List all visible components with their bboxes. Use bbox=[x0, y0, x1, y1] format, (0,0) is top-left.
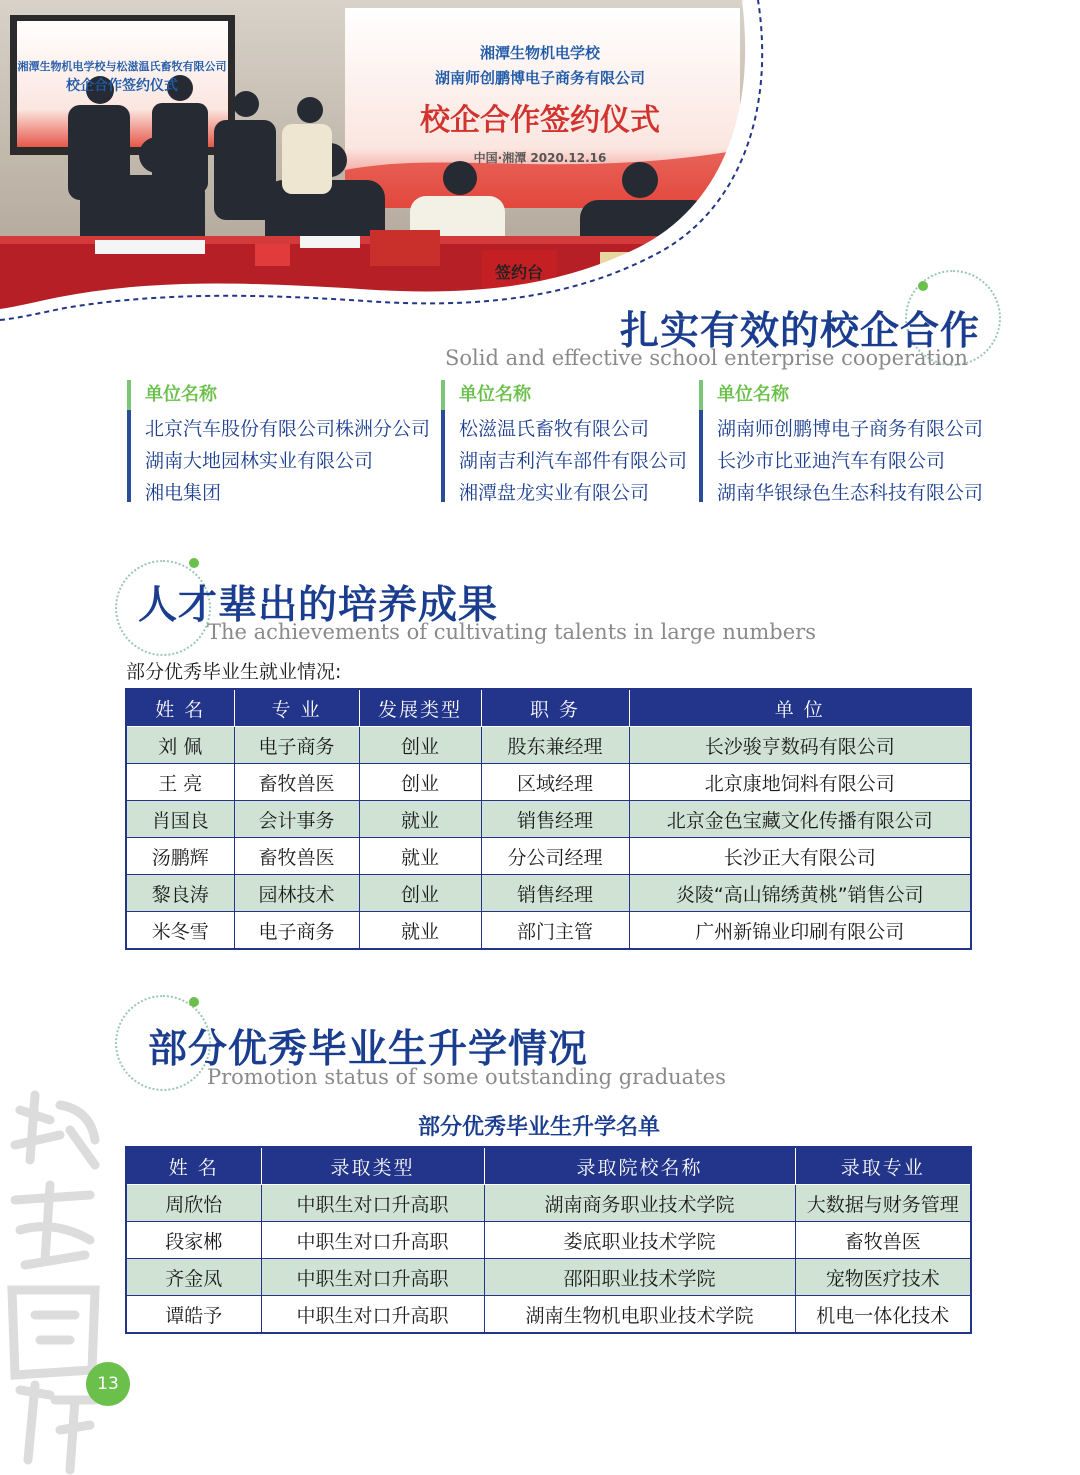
table-row bbox=[126, 838, 971, 875]
table-cell: 汤鹏辉 bbox=[126, 838, 234, 875]
header-cell: 发展类型 bbox=[359, 689, 481, 727]
table-row bbox=[126, 764, 971, 801]
company-name: 湖南华银绿色生态科技有限公司 bbox=[717, 482, 984, 504]
table-cell: 电子商务 bbox=[234, 912, 359, 950]
green-dot-decoration bbox=[918, 281, 928, 291]
table-cell: 畜牧兽医 bbox=[795, 1222, 971, 1259]
section2-title: 人才辈出的培养成果 bbox=[138, 583, 499, 628]
employment-caption: 部分优秀毕业生就业情况: bbox=[126, 661, 342, 683]
table-cell: 就业 bbox=[359, 912, 481, 950]
table-cell: 湖南商务职业技术学院 bbox=[484, 1185, 795, 1222]
header-cell: 录取院校名称 bbox=[484, 1147, 795, 1185]
table-cell: 园林技术 bbox=[234, 875, 359, 912]
right-screen-line1: 湘潭生物机电学校 bbox=[479, 44, 601, 62]
table-cell: 中职生对口升高职 bbox=[261, 1222, 484, 1259]
table-cell: 长沙骏亨数码有限公司 bbox=[629, 727, 971, 764]
section1-subtitle: Solid and effective school enterprise cooperation bbox=[445, 346, 968, 370]
table-cell: 大数据与财务管理 bbox=[795, 1185, 971, 1222]
column-header: 单位名称 bbox=[717, 384, 789, 405]
table-cell: 销售经理 bbox=[481, 801, 629, 838]
company-name: 湘电集团 bbox=[145, 482, 222, 504]
table-cell: 畜牧兽医 bbox=[234, 838, 359, 875]
right-screen-line2: 湖南师创鹏博电子商务有限公司 bbox=[434, 69, 646, 87]
table-cell: 会计事务 bbox=[234, 801, 359, 838]
table-cell: 创业 bbox=[359, 727, 481, 764]
table-cell: 肖国良 bbox=[126, 801, 234, 838]
left-screen-line1: 湘潭生物机电学校与松滋温氏畜牧有限公司 bbox=[17, 60, 227, 73]
table-cell: 谭皓予 bbox=[126, 1296, 261, 1334]
right-screen-date: 中国·湘潭 2020.12.16 bbox=[473, 151, 607, 165]
header-cell: 专 业 bbox=[234, 689, 359, 727]
table-header-row bbox=[126, 689, 971, 727]
table-cell: 就业 bbox=[359, 801, 481, 838]
green-dot-decoration bbox=[189, 558, 199, 568]
table-cell: 畜牧兽医 bbox=[234, 764, 359, 801]
header-cell: 单 位 bbox=[629, 689, 971, 727]
table-cell: 股东兼经理 bbox=[481, 727, 629, 764]
table-row bbox=[126, 1259, 971, 1296]
table-row bbox=[126, 1185, 971, 1222]
table-cell: 刘 佩 bbox=[126, 727, 234, 764]
green-dot-decoration bbox=[189, 997, 199, 1007]
signing-ceremony-photo bbox=[0, 0, 1080, 330]
table-cell: 分公司经理 bbox=[481, 838, 629, 875]
left-screen-line2: 校企合作签约仪式 bbox=[66, 78, 178, 94]
company-name: 湖南大地园林实业有限公司 bbox=[145, 450, 374, 472]
header-cell: 姓 名 bbox=[126, 1147, 261, 1185]
table-row bbox=[126, 1296, 971, 1334]
table-cell: 部门主管 bbox=[481, 912, 629, 950]
header-cell: 姓 名 bbox=[126, 689, 234, 727]
column-header: 单位名称 bbox=[459, 384, 531, 405]
column-header: 单位名称 bbox=[145, 384, 217, 405]
table-header-row bbox=[126, 1147, 971, 1185]
table-cell: 黎良涛 bbox=[126, 875, 234, 912]
table-row bbox=[126, 875, 971, 912]
table-cell: 销售经理 bbox=[481, 875, 629, 912]
table-cell: 娄底职业技术学院 bbox=[484, 1222, 795, 1259]
table-row bbox=[126, 727, 971, 764]
promotion-list-title: 部分优秀毕业生升学名单 bbox=[418, 1115, 661, 1140]
page-number: 13 bbox=[86, 1362, 130, 1406]
table-cell: 北京金色宝藏文化传播有限公司 bbox=[629, 801, 971, 838]
company-name: 北京汽车股份有限公司株洲分公司 bbox=[145, 418, 431, 440]
table-cell: 宠物医疗技术 bbox=[795, 1259, 971, 1296]
section3-title: 部分优秀毕业生升学情况 bbox=[148, 1027, 589, 1072]
header-cell: 职 务 bbox=[481, 689, 629, 727]
table-cell: 中职生对口升高职 bbox=[261, 1185, 484, 1222]
table-cell: 段家郴 bbox=[126, 1222, 261, 1259]
table-cell: 湖南生物机电职业技术学院 bbox=[484, 1296, 795, 1334]
table-cell: 邵阳职业技术学院 bbox=[484, 1259, 795, 1296]
section2-subtitle: The achievements of cultivating talents in large numbers bbox=[207, 620, 816, 644]
table-cell: 区域经理 bbox=[481, 764, 629, 801]
table-cell: 电子商务 bbox=[234, 727, 359, 764]
right-screen-title: 校企合作签约仪式 bbox=[420, 103, 660, 138]
table-row bbox=[126, 801, 971, 838]
company-name: 湖南吉利汽车部件有限公司 bbox=[459, 450, 688, 472]
table-row bbox=[126, 912, 971, 950]
section1-title: 扎实有效的校企合作 bbox=[620, 309, 981, 354]
section3-subtitle: Promotion status of some outstanding graduates bbox=[207, 1065, 726, 1089]
company-name: 长沙市比亚迪汽车有限公司 bbox=[717, 450, 946, 472]
table-cell: 机电一体化技术 bbox=[795, 1296, 971, 1334]
table-cell: 中职生对口升高职 bbox=[261, 1296, 484, 1334]
header-cell: 录取类型 bbox=[261, 1147, 484, 1185]
company-name: 湘潭盘龙实业有限公司 bbox=[459, 482, 650, 504]
header-cell: 录取专业 bbox=[795, 1147, 971, 1185]
table-cell: 就业 bbox=[359, 838, 481, 875]
sign-desk-label: 签约台 bbox=[494, 263, 544, 282]
table-cell: 长沙正大有限公司 bbox=[629, 838, 971, 875]
promotion-table bbox=[125, 1146, 972, 1334]
table-cell: 炎陵“高山锦绣黄桃”销售公司 bbox=[629, 875, 971, 912]
table-cell: 广州新锦业印刷有限公司 bbox=[629, 912, 971, 950]
calligraphy-watermark bbox=[0, 1090, 110, 1475]
table-cell: 中职生对口升高职 bbox=[261, 1259, 484, 1296]
table-cell: 创业 bbox=[359, 875, 481, 912]
table-cell: 创业 bbox=[359, 764, 481, 801]
table-cell: 北京康地饲料有限公司 bbox=[629, 764, 971, 801]
table-cell: 米冬雪 bbox=[126, 912, 234, 950]
company-name: 湖南师创鹏博电子商务有限公司 bbox=[717, 418, 984, 440]
table-cell: 齐金凤 bbox=[126, 1259, 261, 1296]
table-cell: 王 亮 bbox=[126, 764, 234, 801]
table-row bbox=[126, 1222, 971, 1259]
employment-table bbox=[125, 688, 972, 950]
company-name: 松滋温氏畜牧有限公司 bbox=[459, 418, 650, 440]
table-cell: 周欣怡 bbox=[126, 1185, 261, 1222]
